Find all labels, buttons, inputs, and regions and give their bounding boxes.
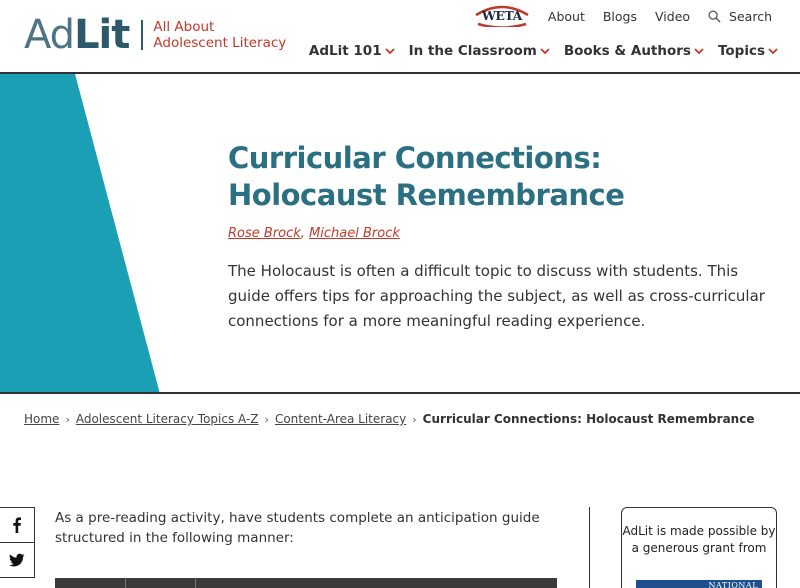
search-button[interactable] xyxy=(708,9,772,24)
nav-books-authors[interactable]: Books & Authors xyxy=(564,43,704,59)
sponsor-logo-text: NATIONAL xyxy=(708,581,758,588)
facebook-icon xyxy=(9,517,25,533)
chevron-down-icon xyxy=(385,47,395,55)
sponsor-text: AdLit is made possible by a generous grant from xyxy=(622,524,776,555)
page-title: Curricular Connections: Holocaust Remembrance xyxy=(228,141,625,212)
author-link-rose-brock[interactable]: Rose Brock xyxy=(228,226,301,241)
anticipation-guide-table xyxy=(55,578,557,588)
chevron-down-icon xyxy=(694,47,704,55)
nav-link-blogs[interactable]: Blogs xyxy=(602,8,638,24)
nav-topics[interactable]: Topics xyxy=(718,43,778,59)
author-link-michael-brock[interactable]: Michael Brock xyxy=(309,226,400,241)
table-column-divider xyxy=(195,578,196,588)
author-separator: , xyxy=(300,226,310,241)
nav-in-the-classroom[interactable]: In the Classroom xyxy=(409,43,550,59)
nav-link-about[interactable]: About xyxy=(547,8,585,24)
main-nav xyxy=(295,43,778,59)
content-divider xyxy=(589,507,590,588)
site-header xyxy=(0,0,800,74)
nav-adlit-101[interactable]: AdLit 101 xyxy=(309,43,395,59)
hero-decorative-shape xyxy=(0,74,170,394)
table-column-divider xyxy=(125,578,126,588)
breadcrumb-topics-a-z[interactable]: Adolescent Literacy Topics A-Z xyxy=(75,412,259,426)
share-sidebar xyxy=(0,507,35,577)
share-facebook-button[interactable] xyxy=(0,507,35,543)
weta-logo[interactable]: WETA xyxy=(474,5,530,27)
chevron-right-icon: › xyxy=(65,412,70,426)
nav-link-video[interactable]: Video xyxy=(655,8,691,24)
article-hero xyxy=(0,74,800,394)
breadcrumb-content-area-literacy[interactable]: Content-Area Literacy xyxy=(274,412,407,426)
twitter-icon xyxy=(9,552,25,568)
search-icon xyxy=(708,10,721,23)
chevron-right-icon: › xyxy=(412,412,417,426)
article-summary: The Holocaust is often a difficult topic to discuss with students. This guide offers tips for approaching the subject, as well as cross-curricular connections for a more meaningful reading experience. xyxy=(228,262,765,330)
chevron-down-icon xyxy=(768,47,778,55)
chevron-right-icon: › xyxy=(264,412,269,426)
logo-tagline: All About Adolescent Literacy xyxy=(153,19,287,51)
article-authors xyxy=(228,226,400,241)
share-twitter-button[interactable] xyxy=(0,542,35,578)
sponsor-logo[interactable] xyxy=(636,580,762,588)
chevron-down-icon xyxy=(540,47,550,55)
adlit-logo[interactable] xyxy=(24,14,286,56)
breadcrumb-home[interactable]: Home xyxy=(24,412,60,426)
logo-divider xyxy=(141,20,143,50)
logo-wordmark: AdLit xyxy=(24,12,130,58)
breadcrumb xyxy=(24,412,754,426)
utility-nav xyxy=(474,5,772,27)
breadcrumb-current: Curricular Connections: Holocaust Remembrance xyxy=(422,412,755,426)
article-paragraph: As a pre-reading activity, have students complete an anticipation guide structured in the following manner: xyxy=(55,510,540,546)
search-label: Search xyxy=(729,8,772,24)
sponsor-box xyxy=(621,507,777,588)
